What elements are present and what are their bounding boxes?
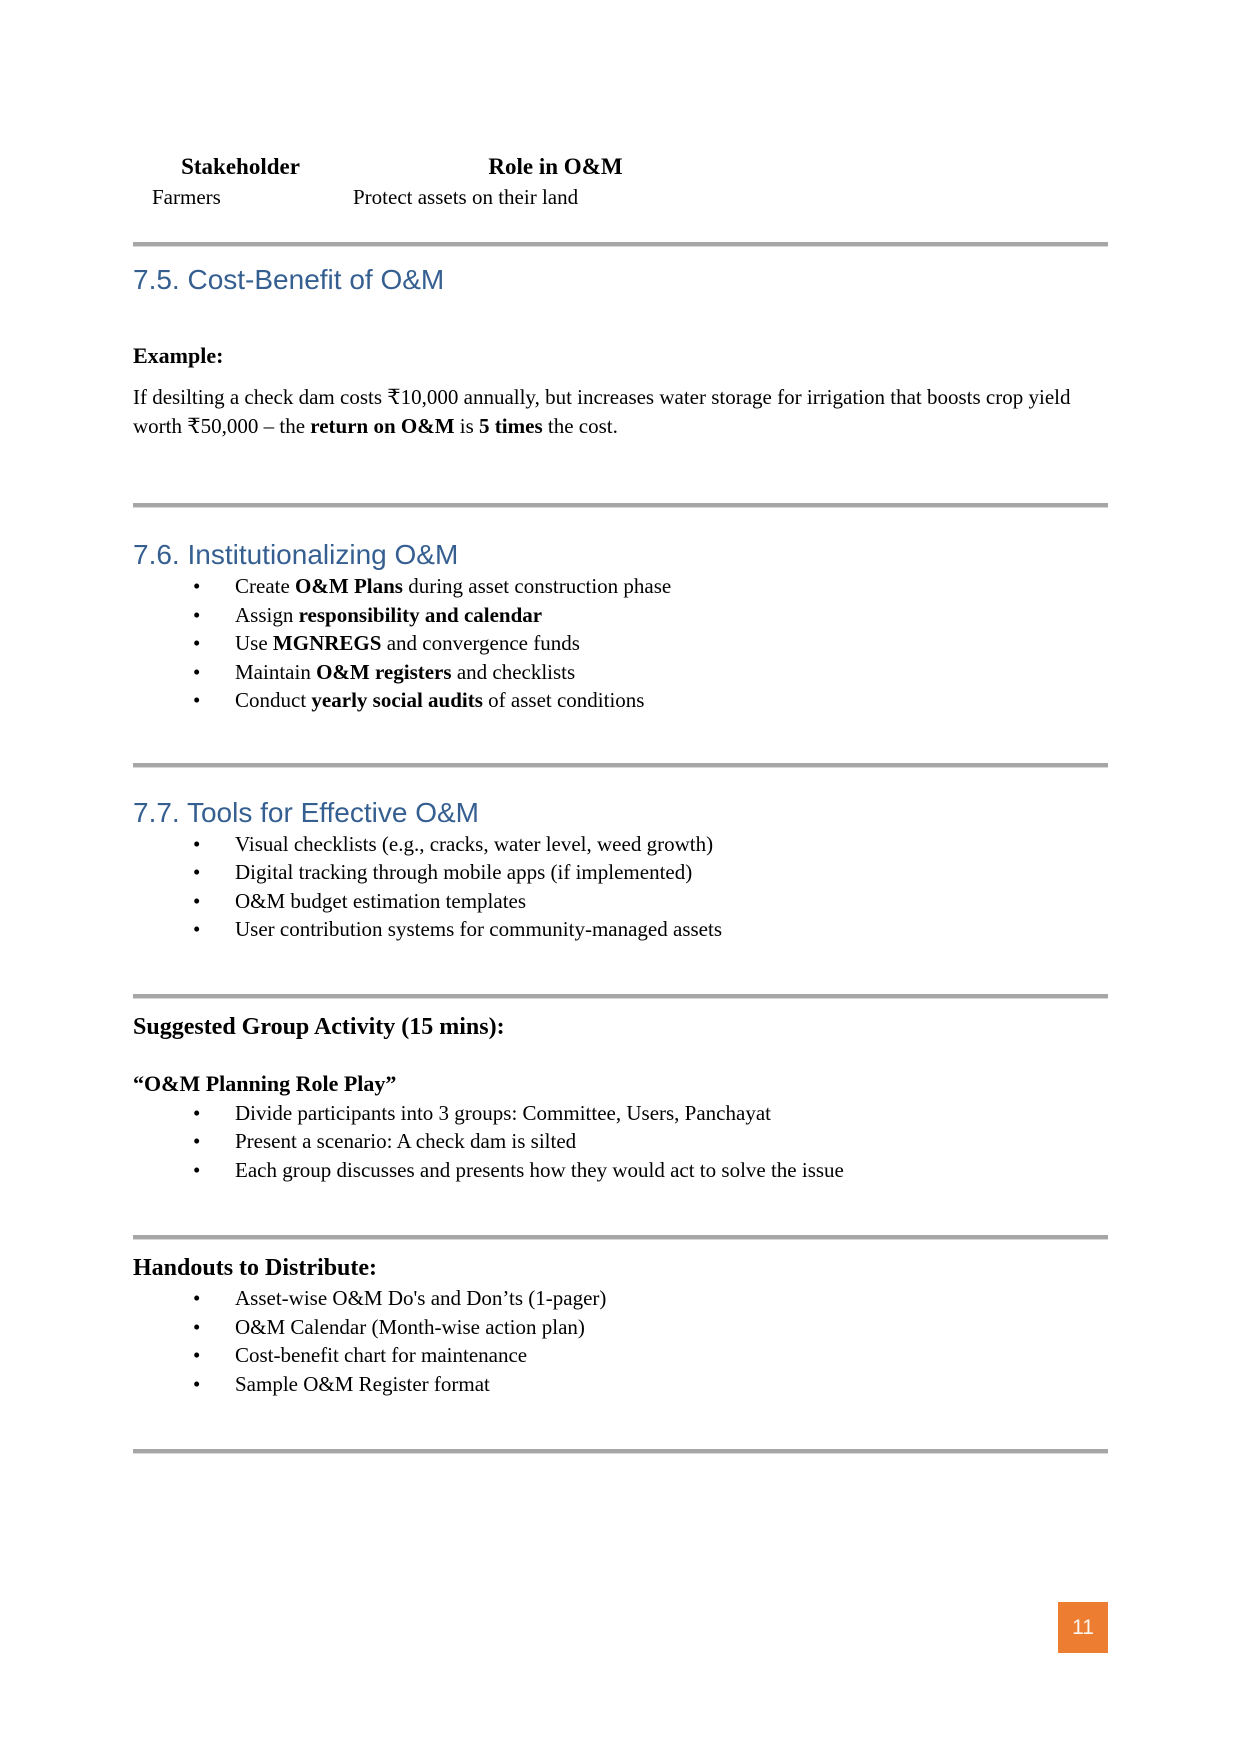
- section-divider: [133, 763, 1108, 768]
- bullet-text: Assign: [235, 602, 299, 627]
- list-item: [133, 686, 1108, 715]
- bullet-text: Use: [235, 631, 273, 655]
- bullet-text: Maintain: [235, 659, 317, 684]
- bullet-list-activity: [133, 1099, 1108, 1185]
- list-item: • O&M Calendar (Month-wise action plan): [133, 1313, 1108, 1342]
- bullet-text: Conduct: [235, 688, 312, 712]
- example-paragraph: [133, 383, 1108, 441]
- list-item: • O&M budget estimation templates: [133, 887, 1108, 916]
- example-label: Example:: [133, 343, 224, 368]
- bullet-bold-text: MGNREGS: [272, 631, 382, 655]
- table-header-stakeholder: Stakeholder: [181, 154, 300, 179]
- list-item: • Each group discusses and presents how they would act to solve the issue: [133, 1156, 1108, 1185]
- table-header-row: [133, 152, 763, 182]
- section-divider: [133, 994, 1108, 999]
- list-item: [133, 629, 1108, 658]
- list-item: [133, 658, 1108, 687]
- list-item: • Present a scenario: A check dam is silted: [133, 1127, 1108, 1156]
- list-item: • Cost-benefit chart for maintenance: [133, 1341, 1108, 1370]
- bullet-text: Create: [235, 574, 296, 598]
- bullet-list-tools: [133, 830, 1108, 944]
- paragraph-bold-return-on-om: return on O&M: [310, 414, 455, 438]
- paragraph-text: is: [454, 414, 480, 438]
- section-divider: [133, 1235, 1108, 1240]
- bullet-text: during asset construction phase: [402, 574, 672, 598]
- bullet-text: and convergence funds: [381, 631, 580, 655]
- list-item: • Sample O&M Register format: [133, 1370, 1108, 1399]
- bullet-bold-text: responsibility and calendar: [298, 602, 543, 627]
- section-divider: [133, 1449, 1108, 1454]
- page-number: 11: [1072, 1615, 1094, 1639]
- paragraph-bold-5-times: 5 times: [479, 414, 543, 438]
- table-cell-farmers-role: Protect assets on their land: [353, 185, 579, 209]
- bullet-bold-text: O&M Plans: [295, 574, 403, 598]
- list-item: [133, 601, 1108, 630]
- list-item: • Asset-wise O&M Do's and Don’ts (1-pager): [133, 1284, 1108, 1313]
- list-item: • Visual checklists (e.g., cracks, water level, weed growth): [133, 830, 1108, 859]
- handouts-heading: Handouts to Distribute:: [133, 1255, 378, 1281]
- section-heading-7-6: 7.6. Institutionalizing O&M: [133, 539, 459, 570]
- list-item: • User contribution systems for community-managed assets: [133, 915, 1108, 944]
- table-cell-farmers: Farmers: [152, 185, 221, 209]
- list-item: [133, 572, 1108, 601]
- section-heading-7-5: 7.5. Cost-Benefit of O&M: [133, 264, 445, 295]
- stakeholder-table: [133, 152, 763, 212]
- paragraph-text: If desilting a check dam costs ₹10,000 annually, but increases water storage for irrigation that boosts crop yield worth ₹50,000 – the: [133, 385, 1071, 438]
- page-content: [0, 152, 1240, 1454]
- bullet-bold-text: O&M registers: [316, 659, 452, 684]
- table-row: [133, 182, 763, 212]
- page-number-badge: [1058, 1602, 1108, 1653]
- list-item: • Divide participants into 3 groups: Committee, Users, Panchayat: [133, 1099, 1108, 1128]
- section-heading-7-7: 7.7. Tools for Effective O&M: [133, 796, 480, 828]
- bullet-list-handouts: [133, 1284, 1108, 1398]
- bullet-text: of asset conditions: [482, 688, 645, 712]
- paragraph-text: the cost.: [542, 414, 618, 438]
- bullet-text: and checklists: [451, 659, 576, 684]
- section-divider: [133, 242, 1108, 247]
- bullet-bold-text: yearly social audits: [311, 688, 483, 712]
- section-divider: [133, 503, 1108, 508]
- roleplay-subheading: “O&M Planning Role Play”: [133, 1070, 397, 1096]
- bullet-list-institutionalizing: [133, 572, 1108, 715]
- group-activity-heading: Suggested Group Activity (15 mins):: [133, 1013, 505, 1040]
- table-header-role: Role in O&M: [488, 154, 623, 179]
- list-item: • Digital tracking through mobile apps (if implemented): [133, 858, 1108, 887]
